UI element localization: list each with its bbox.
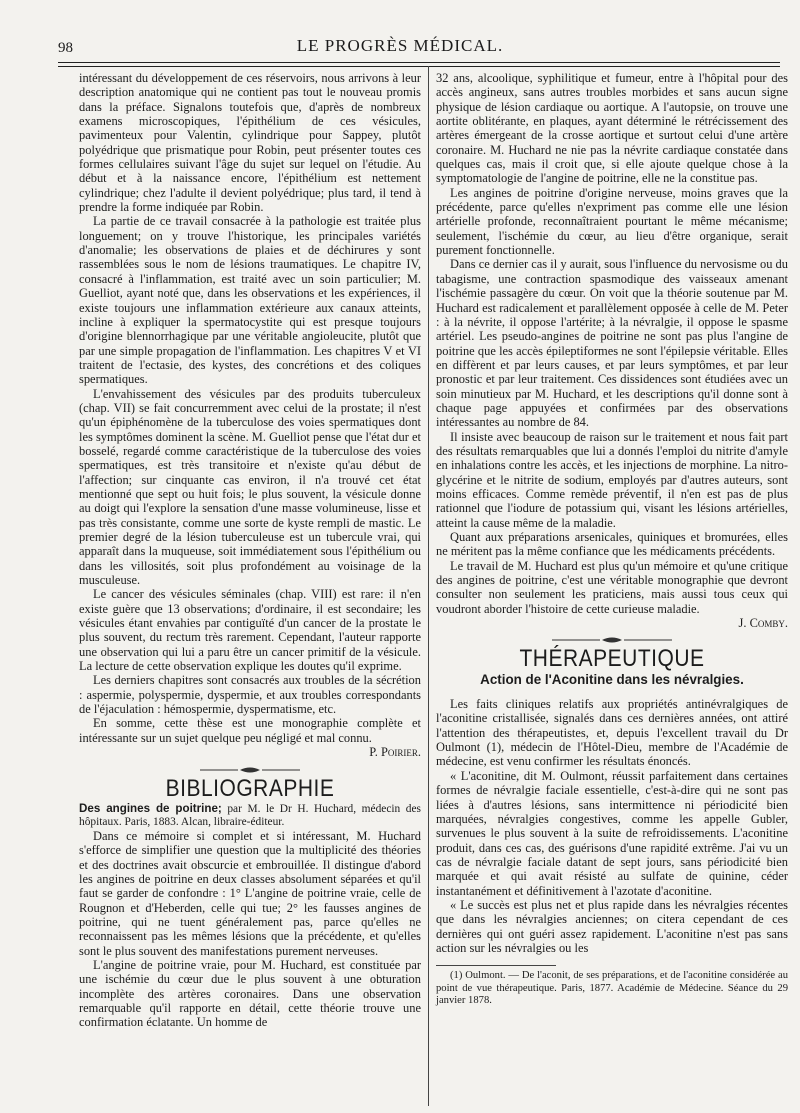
book-reference [79, 802, 421, 829]
paragraph: Dans ce dernier cas il y aurait, sous l'influence du nervosisme ou du tabagisme, une contraction spasmodique des vaisseaux amenant l'ischémie passagère du cœur. On voit que la théorie soutenue par M. Huchard est radicalement et parallèlement opposée à celle de M. Peter : à la névrite, il oppose l'artérite; à la névralgie, il oppose le spasme artériel. Les pseudo-angines de poitrine ne sont pas plus l'angine de poitrine que les accès épileptiformes ne sont l'épilepsie véritable. Elles en diffèrent et par leurs causes, et par leurs symptômes, et par leur pronostic et par leur traitement. Ces dissidences sont étudiées avec un soin minutieux par M. Huchard, et les descriptions qu'il donne sont à chaque page appuyées et confirmées par des observations intéressantes au nombre de 84. [436, 257, 788, 430]
left-column [79, 71, 421, 1030]
right-column [436, 71, 788, 1008]
author-signature: J. Comby. [738, 616, 788, 631]
paragraph: La partie de ce travail consacrée à la pathologie est traitée plus longuement; on y trouve l'historique, les principales variétés d'anomalie; les observations de plaies et de déchirures y sont rassemblées sous le nom de lésions traumatiques. Le chapitre IV, consacré à l'inflammation, est traité avec un soin particulier; M. Guelliot, ayant noté que, dans les observations et les expériences, il existe toujours une inflammation extérieure aux canaux atteints, incline à expliquer la spermatocystite qui est presque toujours d'origine blennorrhagique par une véritable angioleucite, plutôt que par une simple propagation de l'inflammation. Les chapitres V et VI traitent de l'ectasie, des kystes, des concrétions et des coliques spermatiques. [79, 214, 421, 387]
book-details: par M. le Dr H. Huchard, médecin des hôpitaux. Paris, 1883. Alcan, libraire-éditeur. [79, 802, 421, 828]
footnote: (1) Oulmont. — De l'aconit, de ses préparations, et de l'aconitine considérée au point de vue thérapeutique. Paris, 1877. Académie de Médecine. Séance du 29 janvier 1878. [436, 970, 788, 1007]
footnote-rule [436, 965, 556, 966]
paragraph: Quant aux préparations arsenicales, quiniques et bromurées, elles ne méritent pas la même confiance que les médicaments précédents. [436, 530, 788, 559]
paragraph: L'angine de poitrine vraie, pour M. Huchard, est constituée par une ischémie du cœur due le plus souvent à une obturation incomplète des artères coronaires. Dans une observation remarquable qu'il rapporte en détail, cette théorie trouve une confirmation éclatante. Un homme de [79, 957, 421, 1030]
book-title: Des angines de poitrine; [79, 801, 222, 815]
paragraph: Les derniers chapitres sont consacrés aux troubles de la sécrétion : aspermie, polyspermie, dyspermie, et aux troubles correspondants de l'éjaculation : hémospermie, dyspermatisme, etc. [79, 673, 421, 717]
paragraph: « L'aconitine, dit M. Oulmont, réussit parfaitement dans certaines formes de névralgie faciale essentielle, c'est-à-dire qui ne sont pas liées à d'autres lésions, sans intermittence ni périodicité bien marquées, névralgies congestives, comme les appelle Gubler, survenues le plus souvent à la suite de refroidissements. L'aconitine produit, dans ces cas, des guérisons d'une rapidité extrême. J'ai vu un cas de névralgie faciale datant de sept jours, sans périodicité bien marquée et qui avait résisté au sulfate de quinine, céder instantanément et définitivement à l'azotate d'aconitine. [436, 768, 788, 898]
article-title: Action de l'Aconitine dans les névralgies. [480, 671, 744, 687]
paragraph: intéressant du développement de ces réservoirs, nous arrivons à leur description anatomique qui ne contient pas tout le nouveau promis dans la préface. Signalons toutefois que, d'après de nombreux examens microscopiques, l'épithélium de ces vésicules, pavimenteux pour Valentin, cylindrique pour Sappey, plutôt polyédrique que prismatique pour Robin, peut présenter toutes ces formes cellulaires suivant l'âge du sujet sur lequel on l'étudie. Au début et à la naissance encore, l'épithélium est nettement cylindrique; chez l'adulte il devient polyédrique; plus tard, il tend à prendre la forme indiquée par Robin. [79, 71, 421, 215]
section-title-therapeutique: THÉRAPEUTIQUE [519, 645, 705, 673]
page-number: 98 [58, 40, 73, 56]
paragraph: En somme, cette thèse est une monographie complète et intéressante sur un sujet quelque peu négligé et mal connu. [79, 716, 421, 745]
paragraph: Le cancer des vésicules séminales (chap. VIII) est rare: il n'en existe guère que 13 observations; d'ordinaire, il est secondaire; les vésicules étant envahies par contiguïté d'un cancer de la prostate le plus souvent, du rectum très rarement. Cependant, l'auteur rapporte une observation qui lui a paru être un cancer primitif de la vésicule. La lecture de cette observation explique les doutes qu'il exprime. [79, 587, 421, 674]
header-rule-bottom [58, 66, 780, 67]
author-signature: P. Poirier. [369, 745, 421, 760]
paragraph: Le travail de M. Huchard est plus qu'un mémoire et qu'une critique des angines de poitrine, c'est une véritable monographie que devront consulter non seulement les praticiens, mais aussi tous ceux qui voudront aborder l'histoire de cette curieuse maladie. [436, 558, 788, 616]
section-ornament [200, 766, 300, 774]
page-header [0, 0, 800, 60]
header-rule-top [58, 62, 780, 63]
journal-title: LE PROGRÈS MÉDICAL. [296, 36, 504, 55]
paragraph: « Le succès est plus net et plus rapide dans les névralgies récentes que dans les névralgies anciennes; on citera cependant de ces dernières qui ont guéri assez rapidement. L'aconitine n'est pas sans action sur les névralgies ou les [436, 897, 788, 955]
paragraph: Dans ce mémoire si complet et si intéressant, M. Huchard s'efforce de simplifier une question que la multiplicité des théories et des doctrines avait obscurcie et embrouillée. Il distingue d'abord les angines de poitrine en deux classes absolument séparées et qu'il faut se garder de confondre : 1° L'angine de poitrine vraie, celle de Rougnon et d'Heberden, celle qui tue; 2° les fausses angines de poitrine, qui ne tuent généralement pas, parce qu'elles ne reconnaissent pas les mêmes lésions que la précédente, et qu'elles sont le plus souvent des manifestations purement nerveuses. [79, 828, 421, 958]
paragraph: 32 ans, alcoolique, syphilitique et fumeur, entre à l'hôpital pour des accès angineux, sans autres troubles morbides et sans aucun signe physique de lésion cardiaque ou aortique. A l'autopsie, on trouve une aortite oblitérante, en plaques, ayant déterminé le rétrécissement des artères émergeant de la crosse aortique et surtout celui d'une artère coronaire. M. Huchard ne nie pas la névrite cardiaque constatée dans quelques cas, mais il croit que, si elle ajoute quelque chose à la symptomatologie de l'angine de poitrine, elle ne la constitue pas. [436, 71, 788, 186]
paragraph: Les angines de poitrine d'origine nerveuse, moins graves que la précédente, parce qu'elles n'expriment pas comme elle une lésion artérielle profonde, reconnaîtraient pourtant le même mécanisme; seulement, l'ischémie du cœur, au lieu d'être organique, serait purement fonctionnelle. [436, 185, 788, 258]
section-ornament [552, 636, 672, 644]
section-title-bibliographie: BIBLIOGRAPHIE [165, 774, 335, 802]
paragraph: Les faits cliniques relatifs aux propriétés antinévralgiques de l'aconitine cristallisée, signalés dans ces dernières années, ont attiré l'attention des thérapeutistes, et, depuis l'excellent travail du Dr Oulmont (1), médecin de l'Hôtel-Dieu, membre de l'Académie de médecine, est venu confirmer les résultats énoncés. [436, 697, 788, 769]
paragraph: Il insiste avec beaucoup de raison sur le traitement et nous fait part des résultats remarquables que lui a donnés l'emploi du nitrite d'amyle en inhalations contre les accès, et les injections de morphine. La nitro-glycérine et le nitrite de sodium, employés par d'autres auteurs, sont moins efficaces. Comme remède préventif, il n'en est pas de plus rationnel que l'iodure de potassium qui, visant les lésions artérielles, atteint la cause même de la maladie. [436, 429, 788, 530]
column-divider [428, 66, 429, 1106]
paragraph: L'envahissement des vésicules par des produits tuberculeux (chap. VII) se fait concurremment avec celui de la prostate; il n'est qu'un épiphénomène de la tuberculose des voies spermatiques dont les symptômes dominent la scène. M. Guelliot pense que l'état dur et bosselé, regardé comme caractéristique de la tuberculose des voies spermatiques, est très transitoire et n'existe qu'au début de l'affection; sur cinquante cas environ, il n'a trouvé cet état mentionné que sept ou huit fois; le plus souvent, la vésicule donne au doigt qui l'explore la sensation d'une masse volumineuse, lisse et pas très consistante, comme une sorte de kyste rempli de mastic. Le premier degré de la lésion tuberculeuse est un tubercule vrai, qui apparaît dans la muqueuse, soit immédiatement sous l'épithélium ou dans les villosités, soit plus profondément au voisinage de la musculeuse. [79, 386, 421, 588]
